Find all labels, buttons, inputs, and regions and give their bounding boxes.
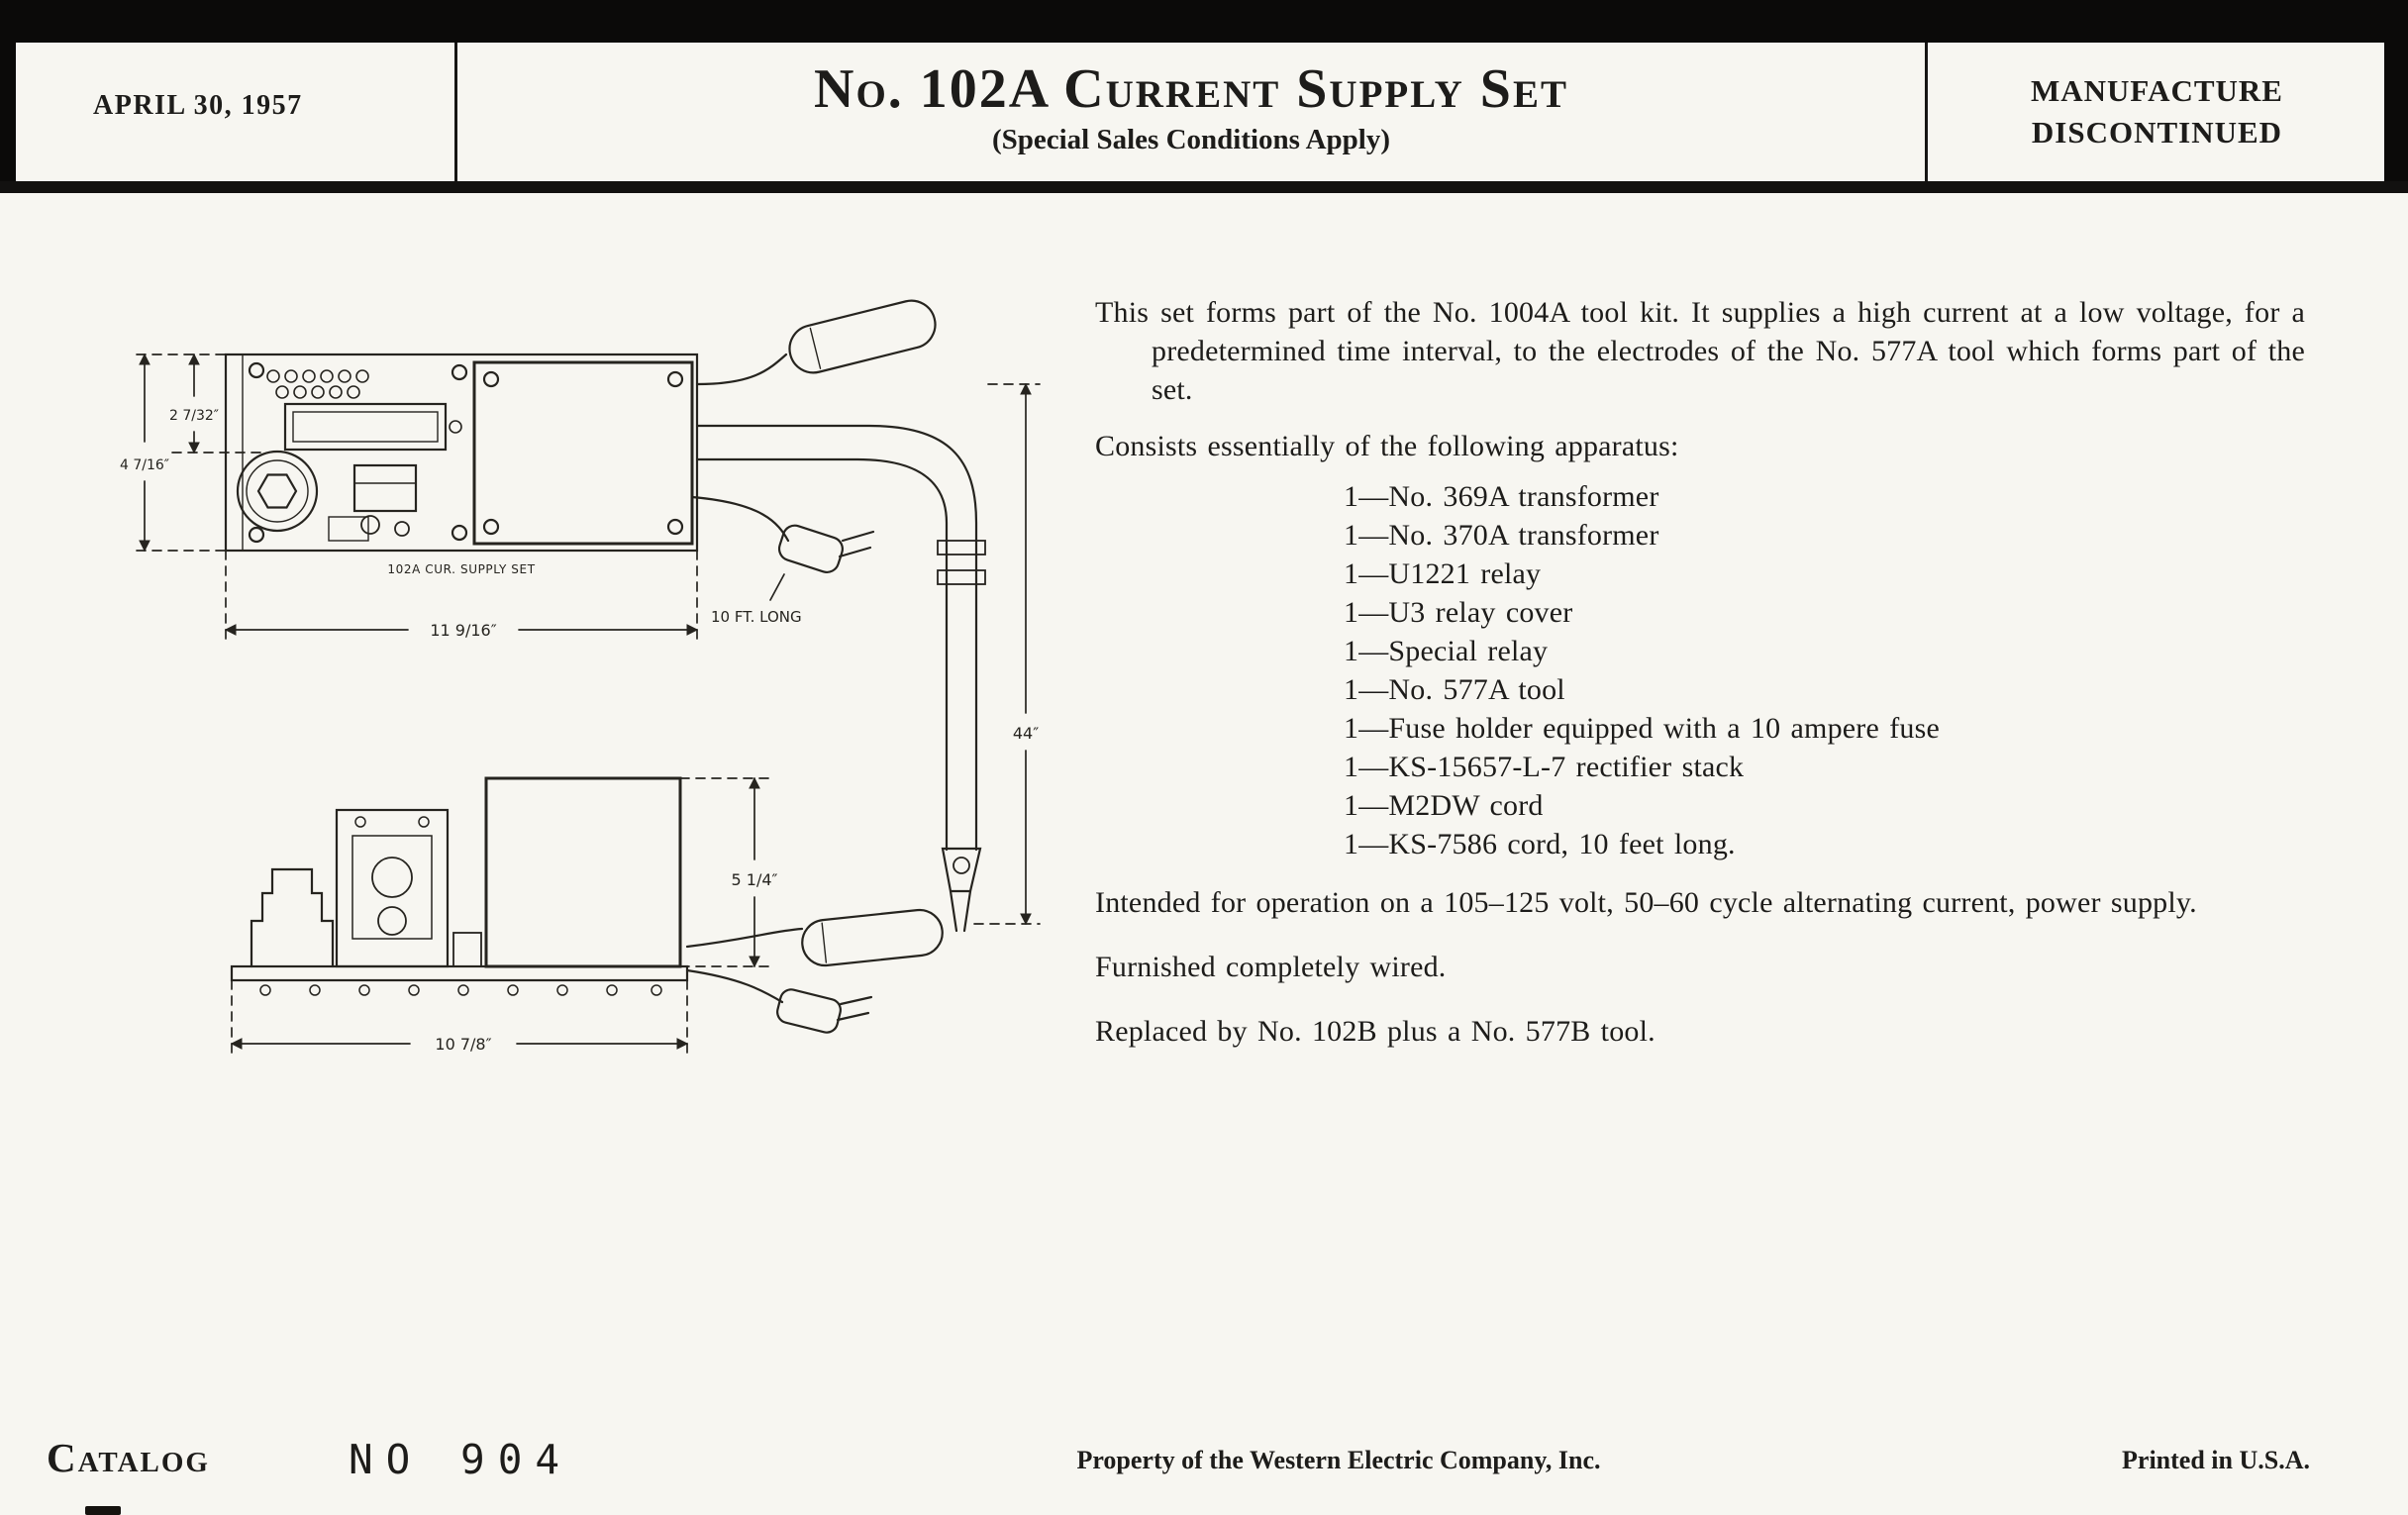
status-line-1: MANUFACTURE — [2031, 73, 2283, 108]
apparatus-item: 1—No. 369A transformer — [1344, 480, 1659, 513]
furnished-paragraph: Furnished completely wired. — [1095, 951, 1447, 983]
apparatus-item: 1—M2DW cord — [1344, 789, 1544, 822]
fig2-dim-width-label: 10 7/8″ — [435, 1035, 492, 1054]
header-date: APRIL 30, 1957 — [93, 90, 303, 121]
intro-paragraph: This set forms part of the No. 1004A tool kit. It supplies a high current at a low voltage, for a predetermined time interval, to the electrodes of the No. 577A tool which forms part of the set. — [1095, 296, 2305, 406]
property-note: Property of the Western Electric Company, Inc. — [1076, 1446, 1601, 1474]
replaced-paragraph: Replaced by No. 102B plus a No. 577B tool. — [1095, 1015, 1656, 1048]
fig2-dim-height-label: 5 1/4″ — [731, 870, 778, 889]
fig1-dim-width-label: 11 9/16″ — [430, 621, 497, 640]
fig2-dimensions — [232, 778, 768, 1054]
technical-drawing — [117, 285, 1057, 1107]
fig1-dim-half-height-label: 2 7/32″ — [168, 408, 220, 424]
header-rule — [0, 181, 2408, 193]
apparatus-item: 1—No. 577A tool — [1344, 673, 1565, 706]
page-subtitle: (Special Sales Conditions Apply) — [991, 124, 1391, 155]
apparatus-item: 1—Special relay — [1344, 635, 1549, 667]
status-discontinued — [1928, 43, 2386, 181]
footer — [0, 1434, 2408, 1503]
scan-bottom-mark — [85, 1506, 121, 1515]
catalog-label: Catalog — [47, 1435, 210, 1480]
scan-left-edge — [0, 43, 16, 183]
catalog-number: NO 904 — [349, 1436, 573, 1483]
scan-right-edge — [2384, 43, 2408, 183]
header-title-block — [457, 43, 1925, 181]
apparatus-item: 1—KS-15657-L-7 rectifier stack — [1344, 751, 1745, 783]
consists-heading: Consists essentially of the following apparatus: — [1095, 430, 1679, 462]
fig2-side-view — [232, 778, 945, 1035]
fig1-top-view — [226, 296, 985, 931]
apparatus-list — [1095, 477, 2305, 863]
apparatus-item: 1—No. 370A transformer — [1344, 519, 1659, 552]
fig1-caption: 102A CUR. SUPPLY SET — [387, 562, 536, 576]
fig1-dim-tool-label: 44″ — [1012, 724, 1040, 743]
apparatus-item: 1—Fuse holder equipped with a 10 ampere fuse — [1344, 712, 1940, 745]
status-line-2: DISCONTINUED — [2031, 115, 2283, 150]
fig1-dimensions — [137, 354, 1040, 924]
scan-top-edge — [0, 0, 2408, 43]
page-title: No. 102A Current Supply Set — [814, 58, 1568, 120]
operation-paragraph: Intended for operation on a 105–125 volt, 50–60 cycle alternating current, power supply. — [1095, 886, 2197, 919]
printed-note: Printed in U.S.A. — [2122, 1446, 2310, 1474]
apparatus-item: 1—U1221 relay — [1344, 557, 1542, 590]
apparatus-item: 1—KS-7586 cord, 10 feet long. — [1344, 828, 1736, 860]
fig1-cord-note: 10 FT. LONG — [711, 608, 802, 626]
description-column — [1095, 293, 2305, 1051]
fig1-dim-height-label: 4 7/16″ — [119, 457, 170, 473]
apparatus-item: 1—U3 relay cover — [1344, 596, 1573, 629]
fig1-labels — [120, 408, 1039, 743]
